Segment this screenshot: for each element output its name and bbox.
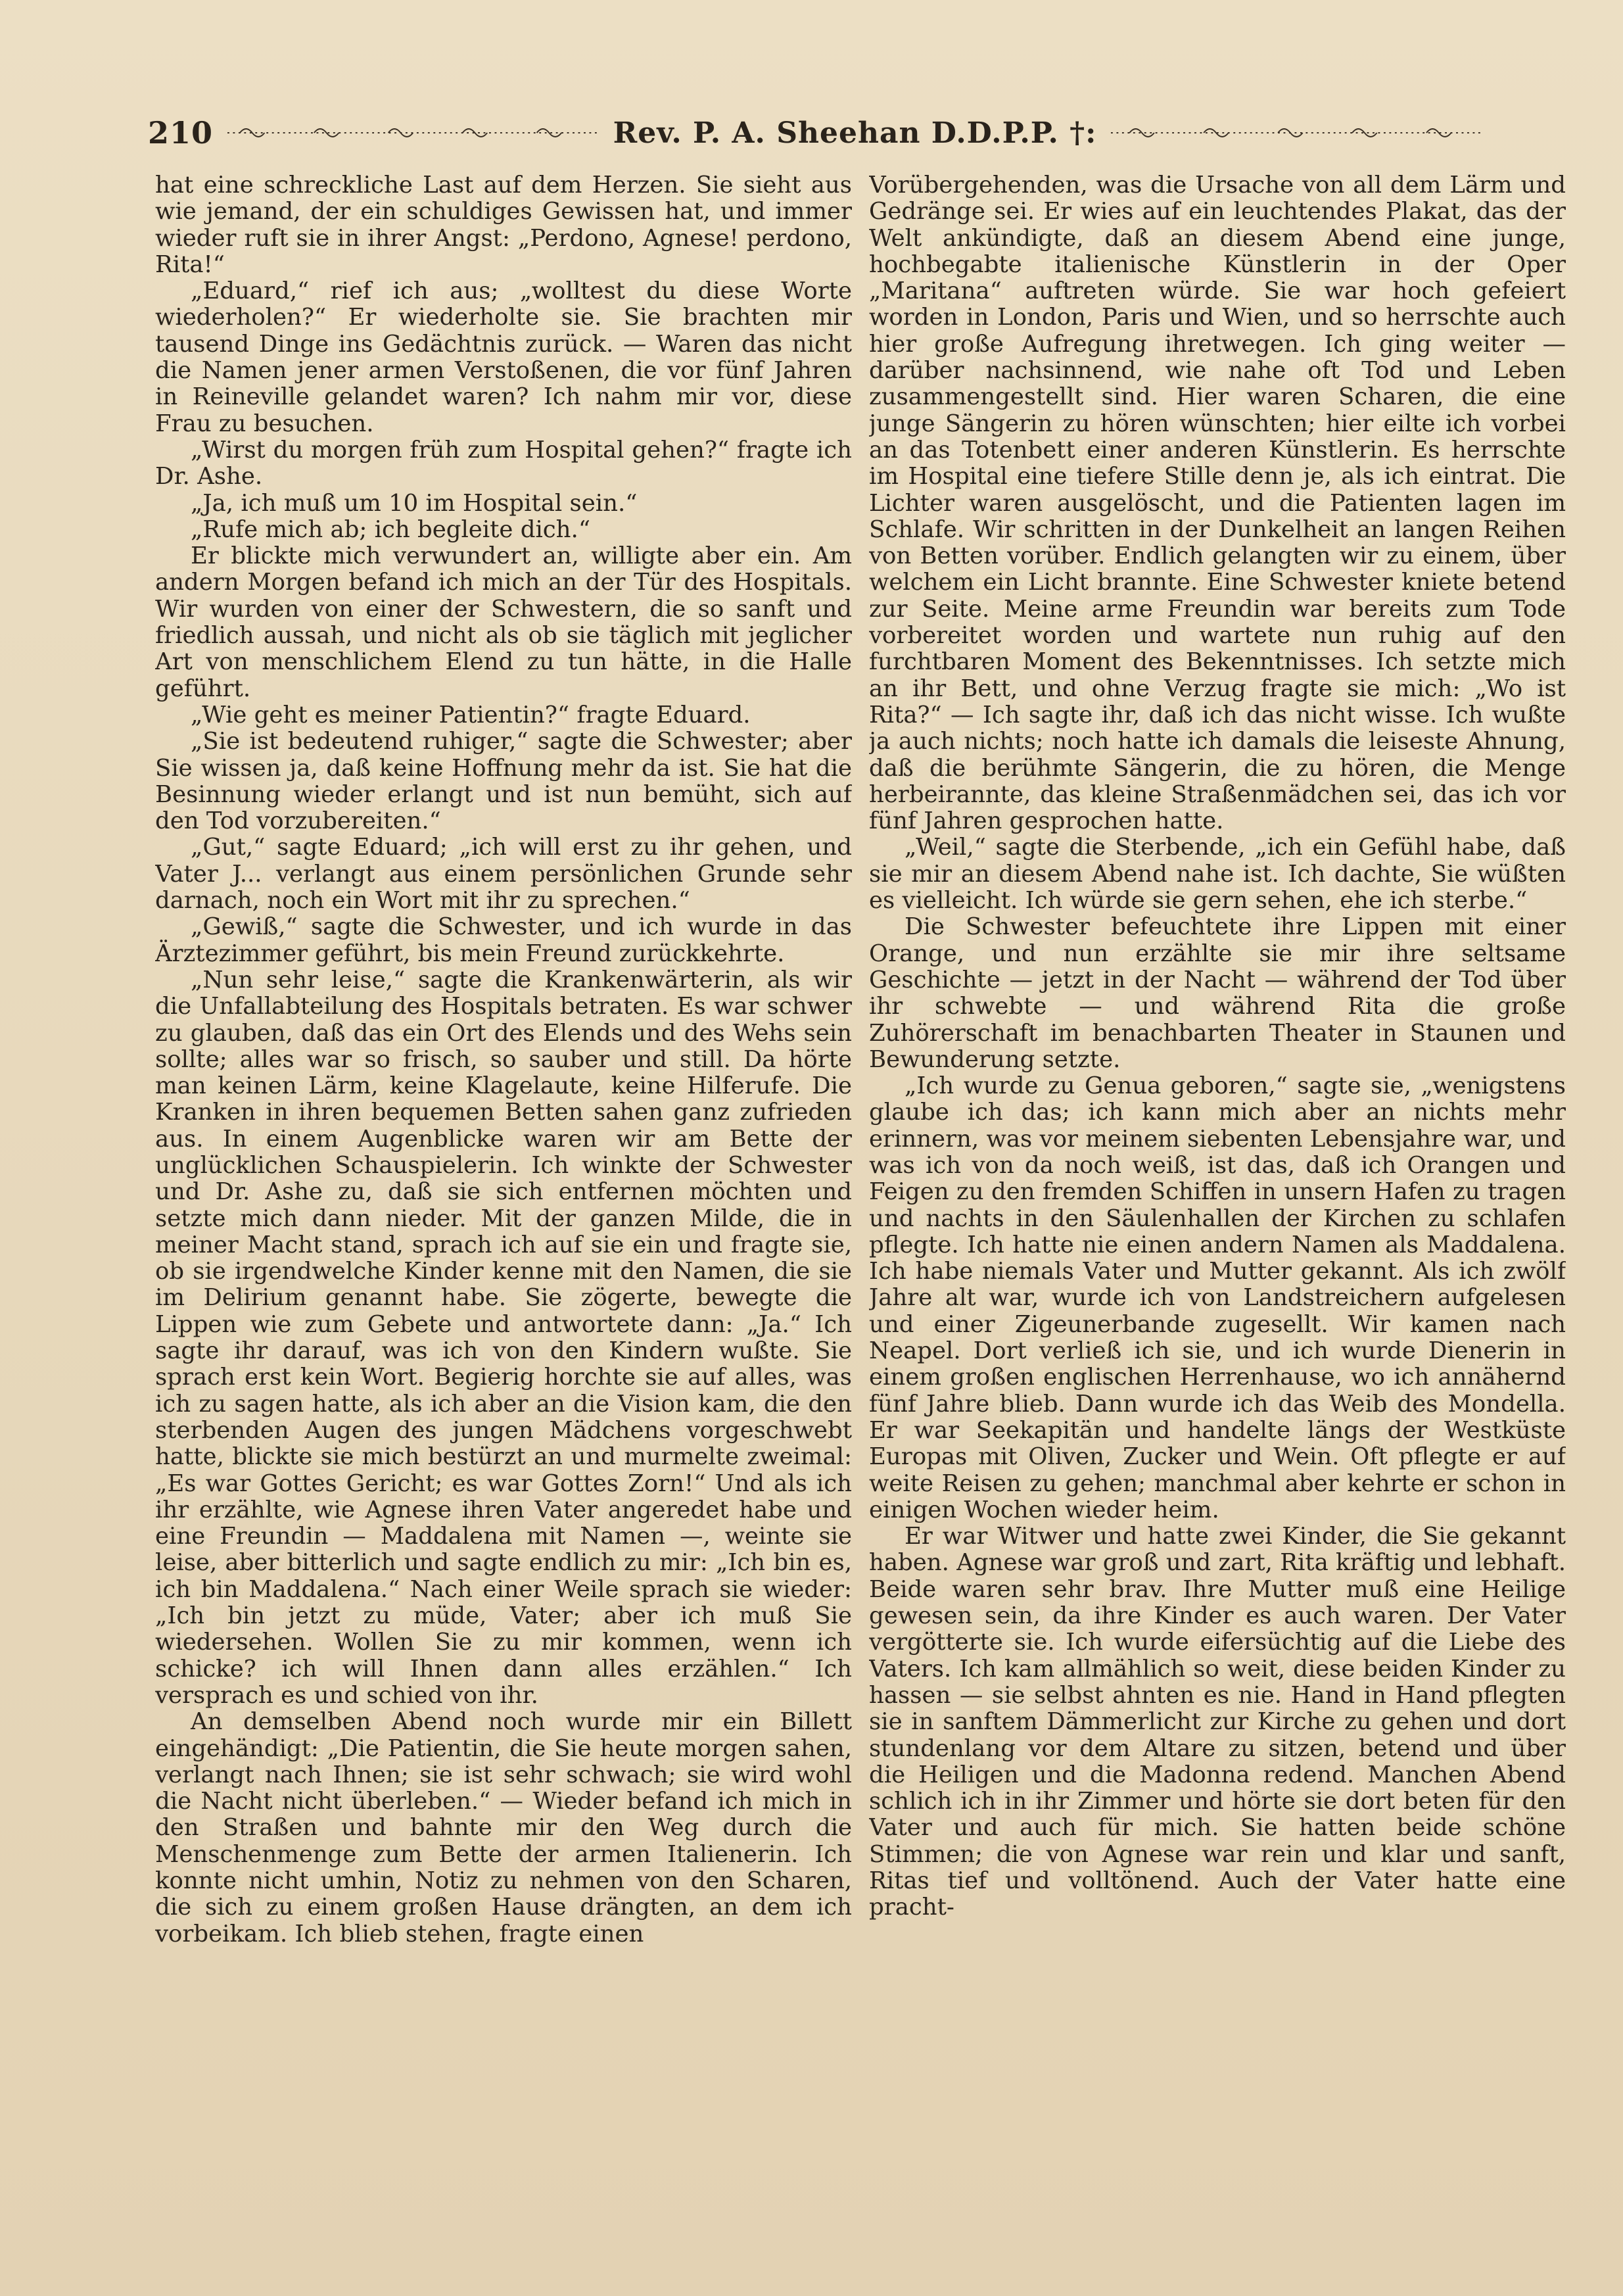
paragraph: Er war Witwer und hatte zwei Kinder, die Sie gekannt haben. Agnese war groß und zart, Rita kräftig und lebhaft. Beide waren sehr brav. Ihre Mutter muß eine Heilige gewesen sein, da ihre Kinder es auch waren. Der Vater vergötterte sie. Ich wurde eifersüchtig auf die Liebe des Vaters. Ich kam allmählich so weit, diese beiden Kinder zu hassen — sie selbst ahnten es nie. Hand in Hand pflegten sie in sanftem Dämmerlicht zur Kirche zu gehen und dort stundenlang vor dem Altare zu sitzen, betend und über die Heiligen und die Madonna redend. Manchen Abend schlich ich in ihr Zimmer und hörte sie dort beten für den Vater und auch für mich. Sie hatten beide schöne Stimmen; die von Agnese war rein und klar und sanft, Ritas tief und volltönend. Auch der Vater hatte eine pracht-	[869, 1523, 1566, 1921]
ornament-rule-left	[227, 123, 599, 143]
ornament-rule-right	[1111, 123, 1482, 143]
paragraph: „Wie geht es meiner Patientin?“ fragte Eduard.	[191, 701, 751, 729]
right-column	[869, 172, 1566, 2250]
paragraph: „Weil,“ sagte die Sterbende, „ich ein Gefühl habe, daß sie mir an diesem Abend nahe ist. Ich dachte, Sie wüßten es vielleicht. Ich würde sie gern sehen, ehe ich sterbe.“	[869, 834, 1566, 915]
paragraph: „Eduard,“ rief ich aus; „wolltest du diese Worte wiederholen?“ Er wiederholte sie. Sie brachten mir tausend Dinge ins Gedächtnis zurück. — Waren das nicht die Namen jener armen Verstoßenen, die vor fünf Jahren in Reineville gelandet waren? Ich nahm mir vor, diese Frau zu besuchen.	[155, 277, 852, 437]
paragraph: „Ja, ich muß um 10 im Hospital sein.“	[191, 489, 638, 517]
paragraph: „Rufe mich ab; ich begleite dich.“	[191, 515, 590, 543]
paragraph: „Gut,“ sagte Eduard; „ich will erst zu ihr gehen, und Vater J... verlangt aus einem persönlichen Grunde sehr darnach, noch ein Wort mit ihr zu sprechen.“	[155, 834, 852, 915]
paragraph: „Nun sehr leise,“ sagte die Krankenwärterin, als wir die Unfallabteilung des Hospitals betraten. Es war schwer zu glauben, daß das ein Ort des Elends und des Wehs sein sollte; alles war so frisch, so sauber und still. Da hörte man keinen Lärm, keine Klagelaute, keine Hilferufe. Die Kranken in ihren bequemen Betten sahen ganz zufrieden aus. In einem Augenblicke waren wir am Bette der unglücklichen Schauspielerin. Ich winkte der Schwester und Dr. Ashe zu, daß sie sich entfernen möchten und setzte mich dann nieder. Mit der ganzen Milde, die in meiner Macht stand, sprach ich auf sie ein und fragte sie, ob sie irgendwelche Kinder kenne mit den Namen, die sie im Delirium genannt habe. Sie zögerte, bewegte die Lippen wie zum Gebete und antwortete dann: „Ja.“ Ich sagte ihr darauf, was ich von den Kindern wußte. Sie sprach erst kein Wort. Begierig horchte sie auf alles, was ich zu sagen hatte, als ich aber an die Vision kam, die den sterbenden Augen des jungen Mädchens vorgeschwebt hatte, blickte sie mich bestürzt an und murmelte zweimal: „Es war Gottes Gericht; es war Gottes Zorn!“ Und als ich ihr erzählte, wie Agnese ihren Vater angeredet habe und eine Freundin — Maddalena mit Namen —, weinte sie leise, aber bitterlich und sagte endlich zu mir: „Ich bin es, ich bin Maddalena.“ Nach einer Weile sprach sie wieder: „Ich bin jetzt zu müde, Vater; aber ich muß Sie wiedersehen. Wollen Sie zu mir kommen, wenn ich schicke? ich will Ihnen dann alles erzählen.“ Ich versprach es und schied von ihr.	[155, 966, 852, 1709]
paragraph: Die Schwester befeuchtete ihre Lippen mit einer Orange, und nun erzählte sie mir ihre seltsame Geschichte — jetzt in der Nacht — während der Tod über ihr schwebte — und während Rita die große Zuhörerschaft im benachbarten Theater in Staunen und Bewunderung setzte.	[869, 913, 1566, 1073]
paragraph: Er blickte mich verwundert an, willigte aber ein. Am andern Morgen befand ich mich an der Tür des Hospitals. Wir wurden von einer der Schwestern, die so sanft und friedlich aussah, und nicht als ob sie täglich mit jeglicher Art von menschlichem Elend zu tun hätte, in die Halle geführt.	[155, 542, 852, 702]
paragraph: „Ich wurde zu Genua geboren,“ sagte sie, „wenigstens glaube ich das; ich kann mich aber an nichts mehr erinnern, was vor meinem siebenten Lebensjahre war, und was ich von da noch weiß, ist das, daß ich Orangen und Feigen zu den fremden Schiffen in unsern Hafen zu tragen und nachts in den Säulenhallen der Kirchen zu schlafen pflegte. Ich hatte nie einen andern Namen als Maddalena. Ich habe niemals Vater und Mutter gekannt. Als ich zwölf Jahre alt war, wurde ich von Landstreichern aufgelesen und einer Zigeunerbande zugesellt. Wir kamen nach Neapel. Dort verließ ich sie, und ich wurde Dienerin in einem großen englischen Herrenhause, wo ich annähernd fünf Jahre blieb. Dann wurde ich das Weib des Mondella. Er war Seekapitän und handelte längs der Westküste Europas mit Oliven, Zucker und Wein. Oft pflegte er auf weite Reisen zu gehen; manchmal aber kehrte er schon in einigen Wochen wieder heim.	[869, 1072, 1566, 1523]
paragraph: hat eine schreckliche Last auf dem Herzen. Sie sieht aus wie jemand, der ein schuldiges Gewissen hat, und immer wieder ruft sie in ihrer Angst: „Perdono, Agnese! perdono, Rita!“	[155, 172, 852, 278]
paragraph: Vorübergehenden, was die Ursache von all dem Lärm und Gedränge sei. Er wies auf ein leuchtendes Plakat, das der Welt ankündigte, daß an diesem Abend eine junge, hochbegabte italienische Künstlerin in der Oper „Maritana“ auftreten würde. Sie war hoch gefeiert worden in London, Paris und Wien, und so herrschte auch hier große Aufregung ihretwegen. Ich ging weiter — darüber nachsinnend, wie nahe oft Tod und Leben zusammengestellt sind. Hier waren Scharen, die eine junge Sängerin zu hören wünschten; hier eilte ich vorbei an das Totenbett einer anderen Künstlerin. Es herrschte im Hospital eine tiefere Stille denn je, als ich eintrat. Die Lichter waren ausgelöscht, und die Patienten lagen im Schlafe. Wir schritten in der Dunkelheit an langen Reihen von Betten vorüber. Endlich gelangten wir zu einem, über welchem ein Licht brannte. Eine Schwester kniete betend zur Seite. Meine arme Freundin war bereits zum Tode vorbereitet worden und wartete nun ruhig auf den furchtbaren Moment des Bekenntnisses. Ich setzte mich an ihr Bett, und ohne Verzug fragte sie mich: „Wo ist Rita?“ — Ich sagte ihr, daß ich das nicht wisse. Ich wußte ja auch nichts; noch hatte ich damals die leiseste Ahnung, daß die berühmte Sängerin, die zu hören, die Menge herbeirannte, das kleine Straßenmädchen sei, das ich vor fünf Jahren gesprochen hatte.	[869, 172, 1566, 835]
page-number: 210	[148, 115, 214, 151]
left-column	[155, 172, 852, 2250]
page-header	[148, 113, 1482, 153]
paragraph: An demselben Abend noch wurde mir ein Billett eingehändigt: „Die Patientin, die Sie heute morgen sahen, verlangt nach Ihnen; sie ist sehr schwach; sie wird wohl die Nacht nicht überleben.“ — Wieder befand ich mich in den Straßen und bahnte mir den Weg durch die Menschenmenge zum Bette der armen Italienerin. Ich konnte nicht umhin, Notiz zu nehmen von den Scharen, die sich zu einem großen Hause drängten, an dem ich vorbeikam. Ich blieb stehen, fragte einen	[155, 1708, 852, 1948]
paragraph: „Wirst du morgen früh zum Hospital gehen?“ fragte ich Dr. Ashe.	[155, 436, 852, 490]
paragraph: „Gewiß,“ sagte die Schwester, und ich wurde in das Ärztezimmer geführt, bis mein Freund zurückkehrte.	[155, 913, 852, 967]
running-head: Rev. P. A. Sheehan D.D.P.P. †:	[613, 116, 1097, 150]
paragraph: „Sie ist bedeutend ruhiger,“ sagte die Schwester; aber Sie wissen ja, daß keine Hoffnung mehr da ist. Sie hat die Besinnung wieder erlangt und ist nun bemüht, sich auf den Tod vorzubereiten.“	[155, 728, 852, 835]
